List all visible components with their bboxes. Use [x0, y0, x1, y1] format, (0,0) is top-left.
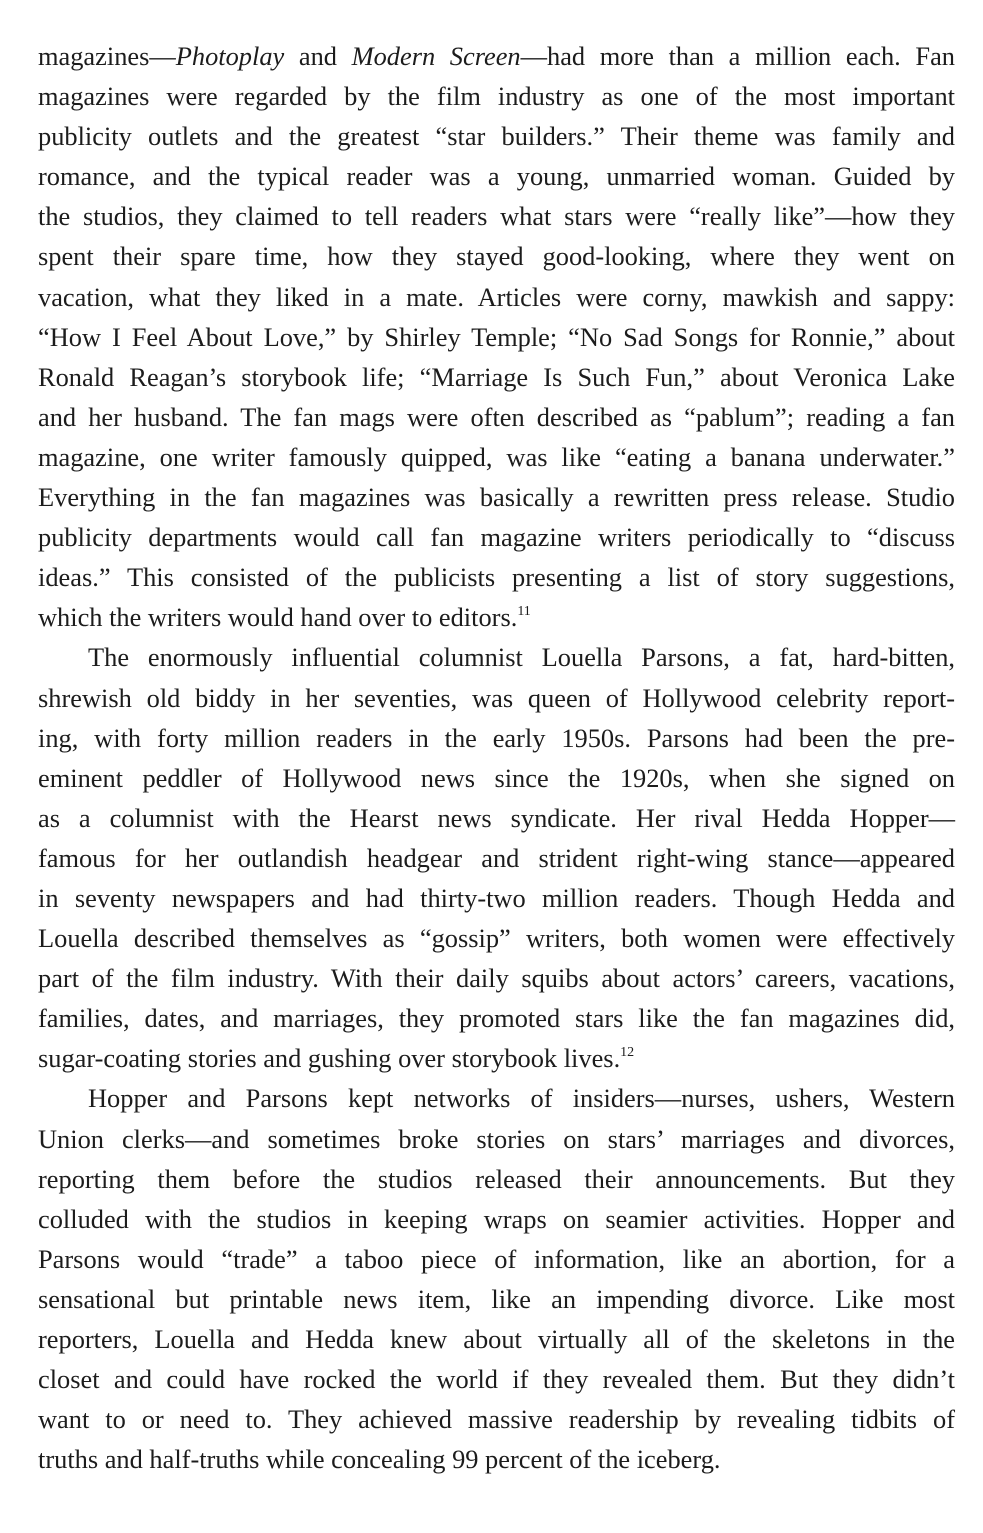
text-run: “How I Feel About Love,” by Shirley Temple; “No Sad Songs for Ronnie,” about: [38, 321, 955, 352]
text-line: [38, 838, 955, 878]
text-run: shrewish old biddy in her seventies, was queen of Hollywood celebrity report-: [38, 682, 955, 713]
text-line: [38, 76, 955, 116]
paragraph: [38, 36, 955, 637]
text-run: families, dates, and marriages, they promoted stars like the fan magazines did,: [38, 1003, 955, 1034]
text-line: [38, 196, 955, 236]
text-run: want to or need to. They achieved massive readership by revealing tidbits of: [38, 1404, 955, 1435]
text-run: ing, with forty million readers in the early 1950s. Parsons had been the pre-: [38, 722, 955, 753]
text-line: [38, 798, 955, 838]
text-run: and her husband. The fan mags were often described as “pablum”; reading a fan: [38, 401, 955, 432]
text-run: in seventy newspapers and had thirty-two million readers. Though Hedda and: [38, 882, 955, 913]
text-line: [38, 878, 955, 918]
text-run: ideas.” This consisted of the publicists presenting a list of story suggestions,: [38, 562, 955, 593]
text-line: [38, 758, 955, 798]
italic-title: Modern Screen: [351, 41, 521, 71]
text-line: [38, 597, 955, 637]
text-line: [38, 236, 955, 276]
text-run: magazines—: [38, 41, 176, 71]
text-line: [38, 1038, 955, 1078]
text-run: famous for her outlandish headgear and strident right-wing stance—appeared: [38, 842, 955, 873]
italic-title: Photoplay: [175, 41, 285, 71]
text-run: closet and could have rocked the world if they revealed them. But they didn’t: [38, 1364, 955, 1395]
paragraph: [38, 1078, 955, 1479]
book-page-body: [38, 36, 955, 1479]
text-line: [38, 437, 955, 477]
text-line: [38, 36, 955, 76]
text-run: which the writers would hand over to editors.: [38, 602, 518, 633]
text-run: publicity departments would call fan magazine writers periodically to “discuss: [38, 522, 955, 553]
text-line: [38, 156, 955, 196]
text-run: and: [284, 41, 352, 71]
text-run: Louella described themselves as “gossip” writers, both women were effectively: [38, 923, 955, 954]
text-run: Ronald Reagan’s storybook life; “Marriage Is Such Fun,” about Veronica Lake: [38, 361, 955, 392]
text-line: [38, 1119, 955, 1159]
text-line: [38, 277, 955, 317]
text-line: [38, 397, 955, 437]
text-line: [38, 557, 955, 597]
text-line: [38, 637, 955, 677]
text-line: [38, 357, 955, 397]
text-run: colluded with the studios in keeping wraps on seamier activities. Hopper and: [38, 1203, 955, 1234]
footnote-marker: 12: [620, 1045, 635, 1061]
text-run: part of the film industry. With their daily squibs about actors’ careers, vacations,: [38, 963, 955, 994]
footnote-marker: 11: [517, 604, 531, 620]
text-run: eminent peddler of Hollywood news since the 1920s, when she signed on: [38, 762, 955, 793]
text-line: [38, 678, 955, 718]
text-run: sugar-coating stories and gushing over storybook lives.: [38, 1043, 621, 1074]
text-run: romance, and the typical reader was a young, unmarried woman. Guided by: [38, 161, 955, 192]
text-line: [38, 1319, 955, 1359]
text-run: reporting them before the studios released their announcements. But they: [38, 1163, 955, 1194]
paragraph: [38, 637, 955, 1078]
text-run: the studios, they claimed to tell readers what stars were “really like”—how they: [38, 201, 955, 232]
text-line: [38, 1439, 955, 1479]
text-run: reporters, Louella and Hedda knew about virtually all of the skeletons in the: [38, 1324, 955, 1354]
text-line: [38, 1199, 955, 1239]
text-line: [38, 958, 955, 998]
text-run: Union clerks—and sometimes broke stories on stars’ marriages and divorces,: [38, 1123, 955, 1154]
text-run: Hopper and Parsons kept networks of insiders—nurses, ushers, Western: [88, 1083, 955, 1114]
text-run: —had more than a million each. Fan: [520, 41, 955, 71]
text-run: sensational but printable news item, like an impending divorce. Like most: [38, 1283, 955, 1314]
text-line: [38, 1399, 955, 1439]
text-line: [38, 1078, 955, 1118]
text-run: The enormously influential columnist Louella Parsons, a fat, hard-bitten,: [88, 642, 955, 673]
text-line: [38, 116, 955, 156]
text-run: spent their spare time, how they stayed good-looking, where they went on: [38, 241, 955, 272]
text-line: [38, 317, 955, 357]
text-line: [38, 1239, 955, 1279]
text-run: magazines were regarded by the film industry as one of the most important: [38, 81, 955, 112]
text-line: [38, 477, 955, 517]
text-line: [38, 1159, 955, 1199]
text-line: [38, 1279, 955, 1319]
text-line: [38, 998, 955, 1038]
text-line: [38, 718, 955, 758]
text-line: [38, 1359, 955, 1399]
text-run: magazine, one writer famously quipped, was like “eating a banana underwater.”: [38, 441, 955, 472]
text-run: Parsons would “trade” a taboo piece of information, like an abortion, for a: [38, 1243, 955, 1274]
text-run: publicity outlets and the greatest “star builders.” Their theme was family and: [38, 121, 955, 152]
text-run: as a columnist with the Hearst news syndicate. Her rival Hedda Hopper—: [38, 802, 955, 833]
text-run: Everything in the fan magazines was basically a rewritten press release. Studio: [38, 482, 955, 513]
text-run: truths and half-truths while concealing 99 percent of the iceberg.: [38, 1444, 721, 1475]
text-line: [38, 517, 955, 557]
text-run: vacation, what they liked in a mate. Articles were corny, mawkish and sappy:: [38, 281, 955, 312]
text-line: [38, 918, 955, 958]
